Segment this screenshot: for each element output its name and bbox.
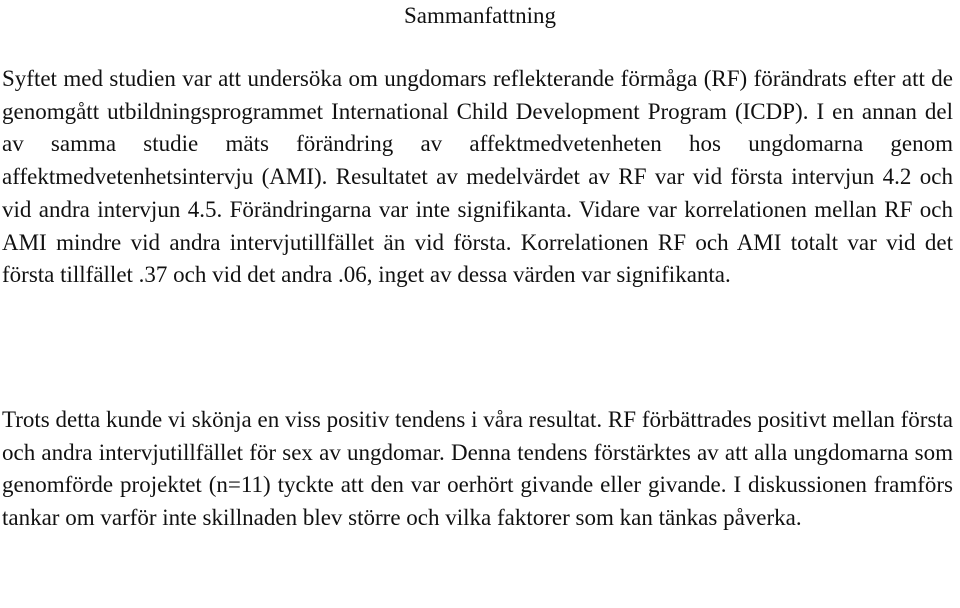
summary-paragraph-1: Syftet med studien var att undersöka om ungdomars reflekterande förmåga (RF) förändrats efter att de genomgått utbildningsprogrammet International Child Development Program (ICDP). I en annan del av samma studie mäts förändring av affektmedvetenheten hos ungdomarna genom affektmedvetenhetsintervju (AMI). Resultatet av medelvärdet av RF var vid första intervjun 4.2 och vid andra intervjun 4.5. Förändringarna var inte signifikanta. Vidare var korrelationen mellan RF och AMI mindre vid andra intervjutillfället än vid första. Korrelationen RF och AMI totalt var vid det första tillfället .37 och vid det andra .06, inget av dessa värden var signifikanta. (2, 66, 953, 288)
summary-paragraph-2: Trots detta kunde vi skönja en viss positiv tendens i våra resultat. RF förbättrades positivt mellan första och andra intervjutillfället för sex av ungdomar. Denna tendens förstärktes av att alla ungdomarna som genomförde projektet (n=11) tyckte att den var oerhört givande eller givande. I diskussionen framförs tankar om varför inte skillnaden blev större och vilka faktorer som kan tänkas påverka. (2, 407, 953, 531)
page-title: Sammanfattning (403, 3, 557, 28)
